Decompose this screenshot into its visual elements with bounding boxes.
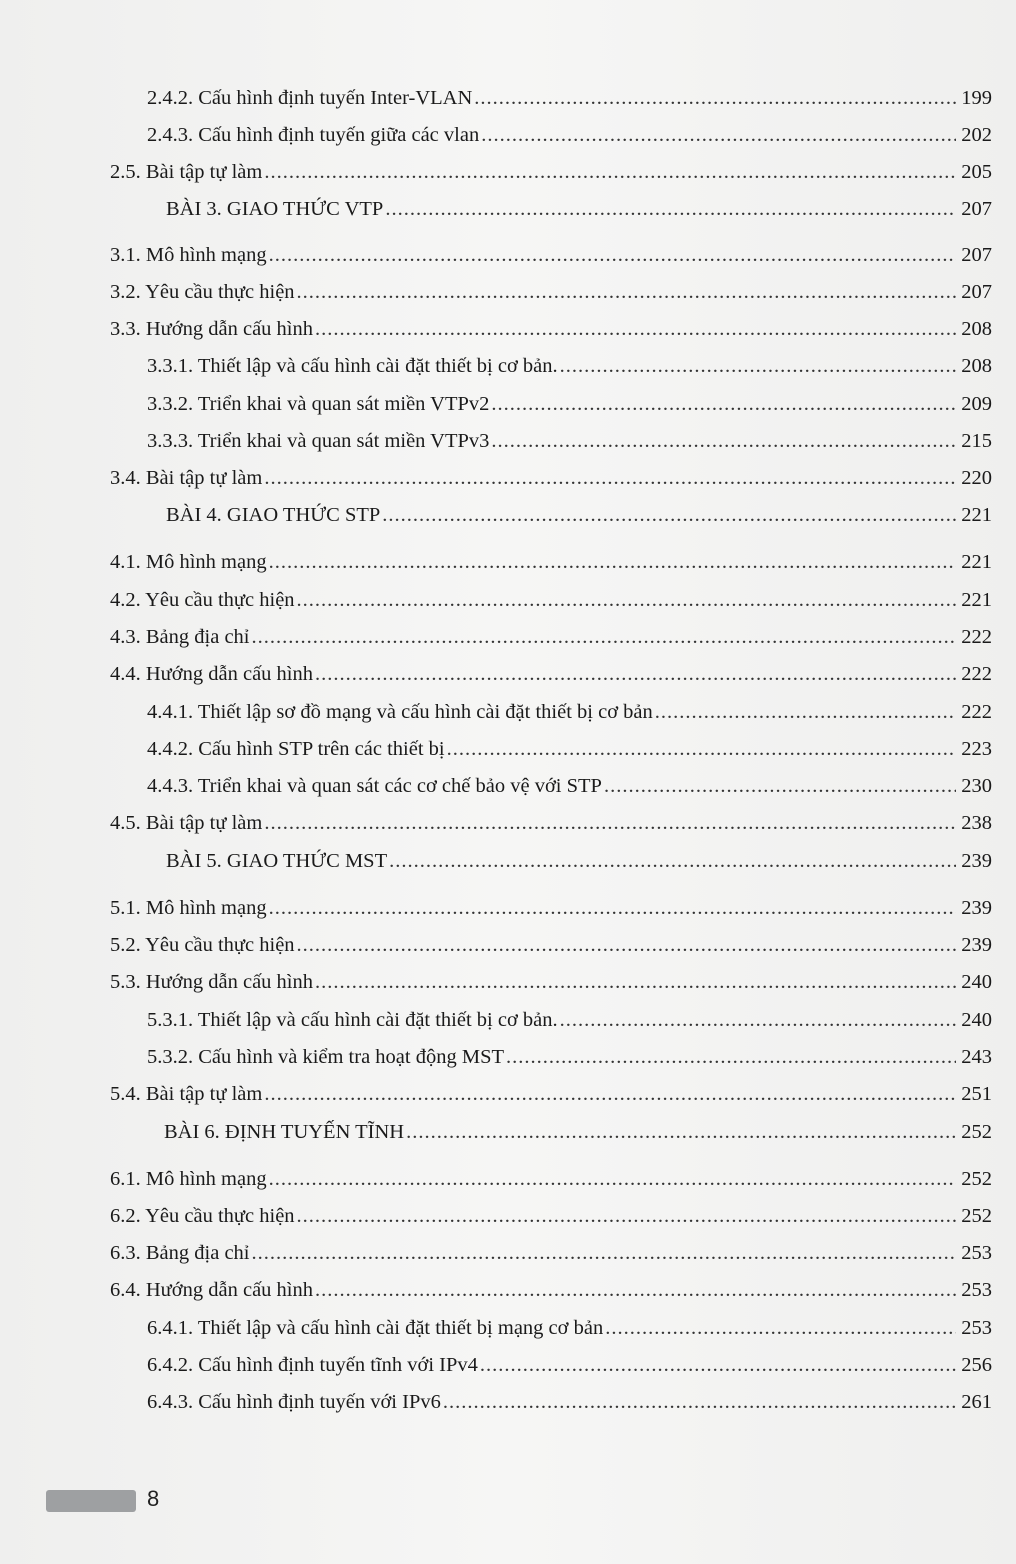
toc-entry-page: 208 <box>961 318 992 340</box>
toc-entry <box>147 1347 992 1377</box>
toc-entry <box>147 731 992 761</box>
toc-entry <box>147 1384 992 1414</box>
toc-entry-label: 3.2. Yêu cầu thực hiện <box>110 281 295 303</box>
toc-leader-dots <box>474 86 956 110</box>
toc-entry-label: BÀI 5. GIAO THỨC MST <box>166 850 388 872</box>
toc-entry <box>110 154 992 184</box>
toc-entry <box>110 656 992 686</box>
toc-leader-dots <box>443 1390 956 1414</box>
toc-leader-dots <box>385 197 956 221</box>
toc-entry-label: 2.4.2. Cấu hình định tuyến Inter-VLAN <box>147 87 473 109</box>
toc-leader-dots <box>264 1082 956 1106</box>
toc-leader-dots <box>315 317 956 341</box>
toc-entry-page: 240 <box>961 1009 992 1031</box>
toc-entry-page: 253 <box>961 1279 992 1301</box>
toc-entry-page: 215 <box>961 430 992 452</box>
toc-entry-page: 252 <box>961 1121 992 1143</box>
toc-entry-page: 222 <box>961 663 992 685</box>
toc-leader-dots <box>406 1120 956 1144</box>
toc-entry <box>110 805 992 835</box>
toc-entry-label: 6.4. Hướng dẫn cấu hình <box>110 1279 313 1301</box>
toc-leader-dots <box>297 588 956 612</box>
toc-entry-label: BÀI 3. GIAO THỨC VTP <box>166 198 384 220</box>
toc-entry-label: 4.1. Mô hình mạng <box>110 551 267 573</box>
toc-entry <box>147 423 992 453</box>
toc-chapter-heading <box>164 1114 992 1144</box>
toc-leader-dots <box>264 160 956 184</box>
toc-leader-dots <box>297 1204 956 1228</box>
toc-leader-dots <box>382 503 956 527</box>
toc-leader-dots <box>655 700 956 724</box>
toc-leader-dots <box>269 243 956 267</box>
toc-entry-page: 223 <box>961 738 992 760</box>
toc-entry-label: 6.4.3. Cấu hình định tuyến với IPv6 <box>147 1391 441 1413</box>
toc-leader-dots <box>491 392 956 416</box>
toc-entry-page: 238 <box>961 812 992 834</box>
toc-entry <box>147 386 992 416</box>
toc-entry-label: 6.4.1. Thiết lập và cấu hình cài đặt thiết bị mạng cơ bản <box>147 1317 604 1339</box>
toc-leader-dots <box>269 896 956 920</box>
toc-entry-label: 5.3. Hướng dẫn cấu hình <box>110 971 313 993</box>
toc-leader-dots <box>297 280 956 304</box>
toc-leader-dots <box>315 1278 956 1302</box>
toc-leader-dots <box>481 123 956 147</box>
toc-entry <box>147 348 992 378</box>
page-number: 8 <box>147 1486 160 1511</box>
toc-leader-dots <box>480 1353 956 1377</box>
toc-entry-label: 3.3. Hướng dẫn cấu hình <box>110 318 313 340</box>
toc-entry-page: 252 <box>961 1168 992 1190</box>
toc-entry-page: 239 <box>961 897 992 919</box>
toc-entry-page: 205 <box>961 161 992 183</box>
toc-entry-label: 4.5. Bài tập tự làm <box>110 812 263 834</box>
toc-entry <box>110 927 992 957</box>
toc-entry-page: 221 <box>961 504 992 526</box>
toc-entry-label: 4.2. Yêu cầu thực hiện <box>110 589 295 611</box>
footer-decor-bar <box>46 1490 136 1512</box>
toc-entry <box>110 544 992 574</box>
toc-entry-page: 207 <box>961 281 992 303</box>
toc-entry <box>147 1039 992 1069</box>
toc-leader-dots <box>560 354 956 378</box>
toc-entry <box>110 619 992 649</box>
toc-entry-label: BÀI 4. GIAO THỨC STP <box>166 504 381 526</box>
toc-entry-label: 4.3. Bảng địa chỉ <box>110 626 250 648</box>
toc-entry-page: 222 <box>961 701 992 723</box>
toc-chapter-heading <box>166 191 992 221</box>
toc-entry-page: 207 <box>961 198 992 220</box>
toc-entry-label: 4.4.3. Triển khai và quan sát các cơ chế bảo vệ với STP <box>147 775 602 797</box>
toc-entry <box>110 890 992 920</box>
toc-entry-label: 3.4. Bài tập tự làm <box>110 467 263 489</box>
toc-entry <box>110 311 992 341</box>
toc-entry-page: 239 <box>961 850 992 872</box>
toc-entry-page: 199 <box>961 87 992 109</box>
toc-entry <box>110 1076 992 1106</box>
toc-entry-page: 256 <box>961 1354 992 1376</box>
toc-entry-label: 4.4.1. Thiết lập sơ đồ mạng và cấu hình cài đặt thiết bị cơ bản <box>147 701 653 723</box>
toc-leader-dots <box>604 774 956 798</box>
toc-leader-dots <box>447 737 956 761</box>
toc-entry <box>110 460 992 490</box>
toc-leader-dots <box>264 466 956 490</box>
toc-entry <box>147 1002 992 1032</box>
toc-chapter-heading <box>166 497 992 527</box>
toc-entry <box>110 237 992 267</box>
toc-entry-label: 6.4.2. Cấu hình định tuyến tĩnh với IPv4 <box>147 1354 478 1376</box>
toc-entry-page: 207 <box>961 244 992 266</box>
toc-leader-dots <box>605 1316 956 1340</box>
toc-entry-page: 202 <box>961 124 992 146</box>
toc-leader-dots <box>315 970 956 994</box>
toc-entry <box>110 1272 992 1302</box>
toc-entry-label: 4.4. Hướng dẫn cấu hình <box>110 663 313 685</box>
toc-entry-label: 3.3.3. Triển khai và quan sát miền VTPv3 <box>147 430 490 452</box>
toc-entry-label: 5.2. Yêu cầu thực hiện <box>110 934 295 956</box>
toc-entry-page: 222 <box>961 626 992 648</box>
toc-leader-dots <box>264 811 956 835</box>
toc-entry-label: 5.4. Bài tập tự làm <box>110 1083 263 1105</box>
toc-entry-page: 252 <box>961 1205 992 1227</box>
toc-entry-page: 253 <box>961 1242 992 1264</box>
toc-entry <box>147 117 992 147</box>
toc-entry-page: 251 <box>961 1083 992 1105</box>
toc-entry-page: 220 <box>961 467 992 489</box>
toc-leader-dots <box>269 1167 956 1191</box>
toc-leader-dots <box>560 1008 956 1032</box>
toc-entry-page: 261 <box>961 1391 992 1413</box>
toc-entry-label: 3.3.1. Thiết lập và cấu hình cài đặt thiết bị cơ bản. <box>147 355 558 377</box>
toc-entry <box>147 1310 992 1340</box>
toc-entry-label: 5.3.2. Cấu hình và kiểm tra hoạt động MST <box>147 1046 504 1068</box>
toc-entry <box>110 964 992 994</box>
toc-entry-label: 2.5. Bài tập tự làm <box>110 161 263 183</box>
toc-entry <box>110 274 992 304</box>
toc-entry-page: 230 <box>961 775 992 797</box>
toc-leader-dots <box>252 1241 957 1265</box>
toc-entry-page: 253 <box>961 1317 992 1339</box>
toc-leader-dots <box>269 550 956 574</box>
toc-entry <box>147 694 992 724</box>
toc-entry <box>110 1161 992 1191</box>
toc-entry-label: 4.4.2. Cấu hình STP trên các thiết bị <box>147 738 445 760</box>
toc-entry-page: 221 <box>961 589 992 611</box>
toc-entry <box>147 768 992 798</box>
toc-entry-page: 221 <box>961 551 992 573</box>
toc-leader-dots <box>315 662 956 686</box>
toc-entry-label: 5.3.1. Thiết lập và cấu hình cài đặt thiết bị cơ bản. <box>147 1009 558 1031</box>
toc-entry <box>147 80 992 110</box>
toc-entry-page: 240 <box>961 971 992 993</box>
toc-entry-label: 3.1. Mô hình mạng <box>110 244 267 266</box>
toc-entry-label: 5.1. Mô hình mạng <box>110 897 267 919</box>
toc-entry-label: BÀI 6. ĐỊNH TUYẾN TĨNH <box>164 1121 405 1143</box>
toc-leader-dots <box>389 849 956 873</box>
toc-entry-label: 6.2. Yêu cầu thực hiện <box>110 1205 295 1227</box>
toc-entry-page: 243 <box>961 1046 992 1068</box>
toc-leader-dots <box>297 933 956 957</box>
toc-entry <box>110 1198 992 1228</box>
toc-entry-label: 2.4.3. Cấu hình định tuyến giữa các vlan <box>147 124 480 146</box>
toc-leader-dots <box>491 429 956 453</box>
toc-entry-label: 6.3. Bảng địa chỉ <box>110 1242 250 1264</box>
toc-entry-page: 208 <box>961 355 992 377</box>
toc-entry-page: 239 <box>961 934 992 956</box>
toc-entry <box>110 1235 992 1265</box>
toc-leader-dots <box>252 625 957 649</box>
toc-entry-label: 3.3.2. Triển khai và quan sát miền VTPv2 <box>147 393 490 415</box>
toc-entry <box>110 582 992 612</box>
toc-entry-label: 6.1. Mô hình mạng <box>110 1168 267 1190</box>
toc-chapter-heading <box>166 843 992 873</box>
toc-entry-page: 209 <box>961 393 992 415</box>
toc-leader-dots <box>506 1045 956 1069</box>
